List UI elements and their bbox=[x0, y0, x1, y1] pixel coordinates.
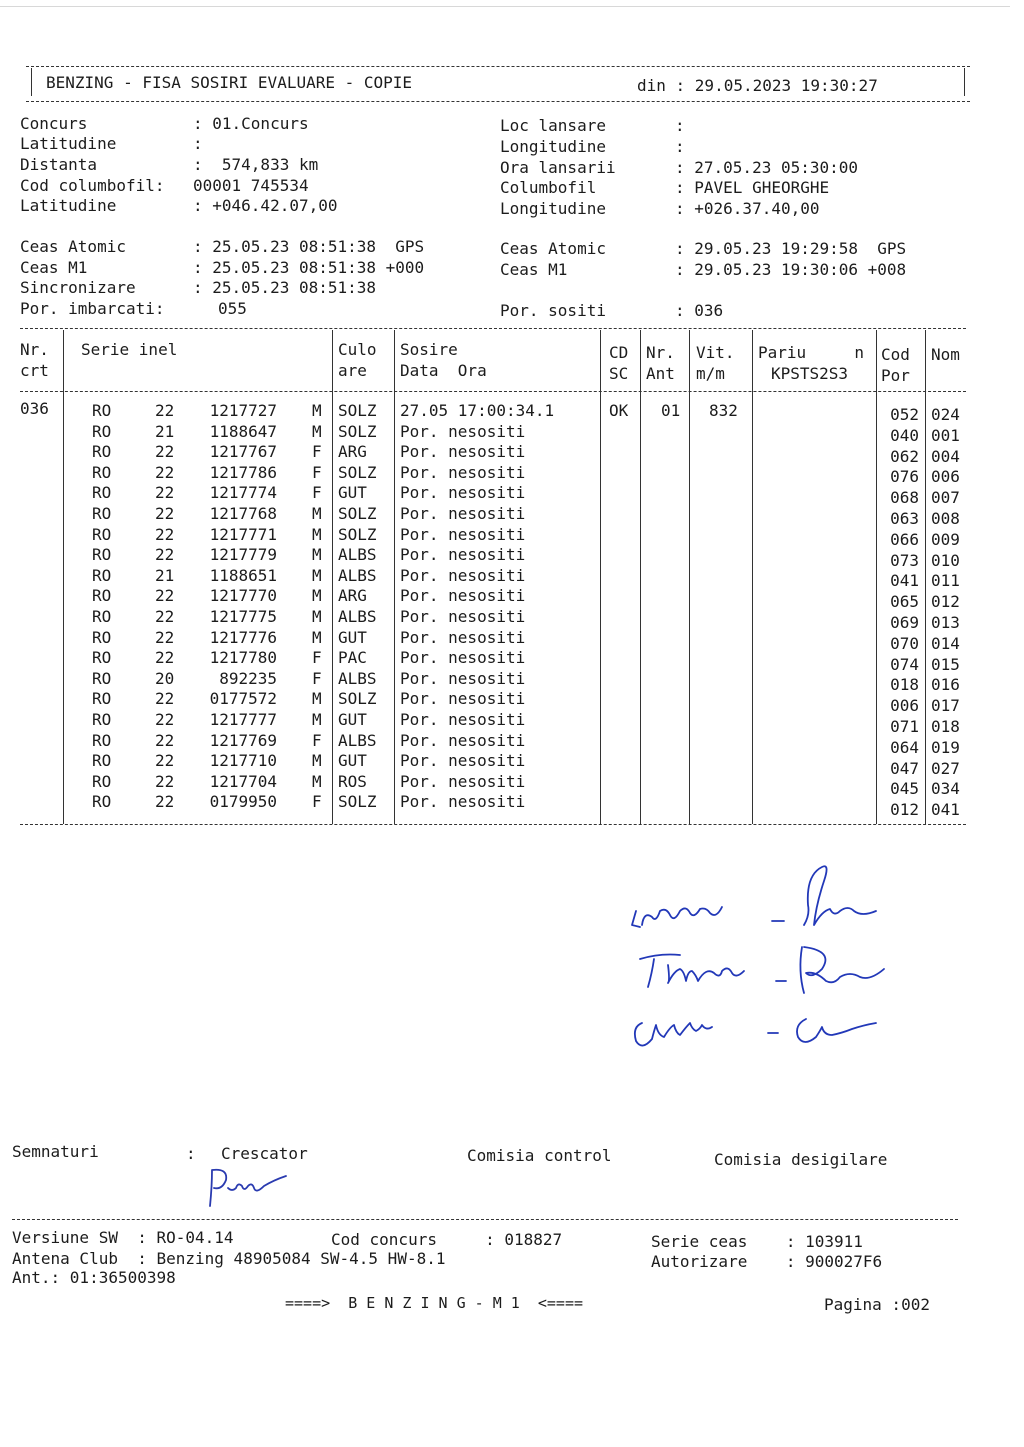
cell-nom: 041 bbox=[931, 800, 960, 820]
header-nr-crt: Nr. crt bbox=[20, 340, 49, 380]
cell-culoare: SOLZ bbox=[338, 689, 377, 709]
cell-tara: RO bbox=[92, 565, 112, 585]
footer-autorizare: Autorizare : 900027F6 bbox=[651, 1252, 883, 1271]
cell-cod: 073 bbox=[890, 550, 919, 570]
cell-sosire: Por. nesositi bbox=[400, 730, 526, 750]
cell-tara: RO bbox=[92, 462, 112, 482]
cell-culoare: SOLZ bbox=[338, 792, 377, 812]
info-label: Latitudine bbox=[20, 196, 117, 215]
info-value: : +046.42.07,00 bbox=[193, 196, 338, 215]
cell-cod: 074 bbox=[890, 654, 919, 674]
cell-tara: RO bbox=[92, 545, 112, 565]
nr-crt-value: 036 bbox=[20, 399, 49, 418]
cell-inel: 1217780 bbox=[209, 648, 277, 668]
col-separator bbox=[332, 330, 333, 824]
footer-brand: ====> B E N Z I N G - M 1 <==== bbox=[285, 1294, 584, 1312]
col-separator bbox=[925, 330, 926, 824]
header-top-rule bbox=[26, 66, 970, 67]
clock-label: Ceas M1 bbox=[20, 258, 88, 277]
cell-culoare: ALBS bbox=[338, 545, 377, 565]
cell-inel: 1217710 bbox=[209, 751, 277, 771]
scan-edge-line bbox=[0, 6, 1010, 7]
cell-inel: 1217777 bbox=[209, 710, 277, 729]
cell-sex: M bbox=[312, 524, 322, 544]
cell-cod: 040 bbox=[890, 425, 919, 445]
cell-tara: RO bbox=[92, 689, 112, 709]
cell-cod: 052 bbox=[890, 405, 919, 424]
col-separator bbox=[752, 330, 753, 824]
cell-an: 22 bbox=[155, 730, 175, 750]
header-serie-inel: Serie inel bbox=[81, 340, 178, 359]
cell-sex: F bbox=[312, 792, 322, 812]
cell-inel: 1217779 bbox=[209, 545, 277, 565]
cell-nom: 015 bbox=[931, 654, 960, 674]
cell-nom: 008 bbox=[931, 509, 960, 528]
col-separator bbox=[689, 330, 690, 824]
cell-cod: 047 bbox=[890, 758, 919, 778]
cell-sosire: Por. nesositi bbox=[400, 545, 526, 565]
table-bottom-rule bbox=[20, 824, 966, 825]
header-cod-por: Cod Por bbox=[881, 345, 910, 385]
cell-cod: 071 bbox=[890, 717, 919, 736]
cell-nom: 018 bbox=[931, 717, 960, 736]
cell-cod: 006 bbox=[890, 696, 919, 716]
col-separator bbox=[394, 330, 395, 824]
clock-value: : 29.05.23 19:30:06 +008 bbox=[675, 260, 907, 279]
cell-tara: RO bbox=[92, 524, 112, 544]
cell-sosire: Por. nesositi bbox=[400, 483, 526, 503]
cell-inel: 1217768 bbox=[209, 504, 277, 523]
cell-an: 22 bbox=[155, 627, 175, 647]
cell-vit: 832 bbox=[709, 401, 738, 420]
comisia-desigilare-label: Comisia desigilare bbox=[714, 1150, 888, 1169]
cell-tara: RO bbox=[92, 668, 112, 688]
cell-tara: RO bbox=[92, 627, 112, 647]
cell-an: 22 bbox=[155, 462, 175, 482]
clock-value: : 25.05.23 08:51:38 bbox=[193, 278, 377, 297]
cell-nom: 016 bbox=[931, 675, 960, 695]
cell-an: 22 bbox=[155, 545, 175, 565]
cell-an: 22 bbox=[155, 483, 175, 503]
cell-tara: RO bbox=[92, 648, 112, 668]
info-label: Columbofil bbox=[500, 178, 597, 197]
info-label: Longitudine bbox=[500, 137, 606, 156]
header-nom: Nom bbox=[931, 345, 960, 364]
cell-an: 22 bbox=[155, 710, 175, 729]
info-value: : +026.37.40,00 bbox=[675, 199, 820, 218]
clock-value: : 036 bbox=[675, 301, 724, 320]
cell-culoare: SOLZ bbox=[338, 421, 377, 441]
cell-an: 22 bbox=[155, 648, 175, 668]
cell-culoare: ALBS bbox=[338, 565, 377, 585]
info-value: : 27.05.23 05:30:00 bbox=[675, 158, 859, 177]
cell-an: 22 bbox=[155, 771, 175, 791]
cell-cod: 066 bbox=[890, 529, 919, 549]
cell-sex: M bbox=[312, 565, 322, 585]
header-cd-sc: CD SC bbox=[609, 343, 629, 383]
cell-ant: 01 bbox=[661, 401, 681, 420]
cell-nom: 027 bbox=[931, 758, 960, 778]
header-pariu: Pariu n KPSTS2S3 bbox=[758, 343, 864, 383]
cell-tara: RO bbox=[92, 442, 112, 462]
cell-sex: M bbox=[312, 504, 322, 523]
cell-sex: M bbox=[312, 545, 322, 565]
cell-tara: RO bbox=[92, 483, 112, 503]
cell-cod: 012 bbox=[890, 800, 919, 820]
col-separator bbox=[600, 330, 601, 824]
cell-cod: 018 bbox=[890, 675, 919, 695]
cell-culoare: ARG bbox=[338, 586, 367, 606]
cell-inel: 1217775 bbox=[209, 607, 277, 626]
cell-inel: 1217774 bbox=[209, 483, 277, 503]
header-bottom-rule bbox=[26, 101, 970, 102]
info-label: Concurs bbox=[20, 114, 88, 133]
clock-label: Ceas M1 bbox=[500, 260, 568, 279]
cell-cod: 062 bbox=[890, 446, 919, 466]
cell-an: 21 bbox=[155, 421, 175, 441]
info-label: Longitudine bbox=[500, 199, 606, 218]
footer-antena: Antena Club : Benzing 48905084 SW-4.5 HW-8.1 bbox=[12, 1249, 446, 1268]
cell-cod: 064 bbox=[890, 737, 919, 757]
cell-tara: RO bbox=[92, 421, 112, 441]
cell-culoare: SOLZ bbox=[338, 504, 377, 523]
cell-tara: RO bbox=[92, 401, 112, 420]
cell-sex: M bbox=[312, 689, 322, 709]
table-top-rule bbox=[20, 328, 966, 329]
info-label: Cod columbofil: bbox=[20, 176, 165, 195]
footer-cod-concurs: Cod concurs : 018827 bbox=[331, 1230, 563, 1249]
info-value: : bbox=[193, 134, 203, 153]
table-header-rule bbox=[20, 391, 966, 392]
cell-cdsc: OK bbox=[609, 401, 629, 420]
signature-gavriu bbox=[635, 1019, 876, 1046]
cell-sosire: Por. nesositi bbox=[400, 751, 526, 771]
cell-sosire: Por. nesositi bbox=[400, 442, 526, 462]
info-label: Loc lansare bbox=[500, 116, 606, 135]
cell-inel: 1217767 bbox=[209, 442, 277, 462]
footer-rule bbox=[12, 1219, 958, 1220]
cell-tara: RO bbox=[92, 586, 112, 606]
cell-tara: RO bbox=[92, 771, 112, 791]
cell-cod: 063 bbox=[890, 509, 919, 528]
cell-nom: 013 bbox=[931, 613, 960, 632]
cell-tara: RO bbox=[92, 751, 112, 771]
signature-moldanu bbox=[632, 866, 876, 927]
info-value: : PAVEL GHEORGHE bbox=[675, 178, 830, 197]
clock-label: Ceas Atomic bbox=[500, 239, 606, 258]
report-title: BENZING - FISA SOSIRI EVALUARE - COPIE bbox=[46, 73, 413, 92]
cell-nom: 017 bbox=[931, 696, 960, 716]
cell-nom: 004 bbox=[931, 446, 960, 466]
cell-culoare: SOLZ bbox=[338, 462, 377, 482]
cell-sex: M bbox=[312, 401, 322, 420]
cell-nom: 012 bbox=[931, 592, 960, 612]
cell-an: 22 bbox=[155, 586, 175, 606]
cell-sosire: 27.05 17:00:34.1 bbox=[400, 401, 555, 420]
cell-sex: F bbox=[312, 668, 322, 688]
cell-culoare: ALBS bbox=[338, 607, 377, 626]
cell-nom: 009 bbox=[931, 529, 960, 549]
cell-sex: F bbox=[312, 483, 322, 503]
cell-inel: 1217771 bbox=[209, 524, 277, 544]
header-viteza: Vit. m/m bbox=[696, 343, 735, 383]
cell-nom: 010 bbox=[931, 550, 960, 570]
cell-inel: 1217769 bbox=[209, 730, 277, 750]
clock-value: 055 bbox=[218, 299, 247, 318]
cell-sosire: Por. nesositi bbox=[400, 462, 526, 482]
cell-cod: 076 bbox=[890, 467, 919, 487]
cell-tara: RO bbox=[92, 504, 112, 523]
cell-nom: 014 bbox=[931, 633, 960, 653]
cell-cod: 070 bbox=[890, 633, 919, 653]
cell-sosire: Por. nesositi bbox=[400, 668, 526, 688]
cell-inel: 1217786 bbox=[209, 462, 277, 482]
cell-nom: 001 bbox=[931, 425, 960, 445]
crescator-signature bbox=[200, 1162, 300, 1212]
signatures-label: Semnaturi bbox=[12, 1142, 99, 1161]
info-value: 00001 745534 bbox=[193, 176, 309, 195]
clock-label: Por. imbarcati: bbox=[20, 299, 165, 318]
cell-nom: 011 bbox=[931, 571, 960, 591]
info-label: Distanta bbox=[20, 155, 98, 174]
cell-culoare: PAC bbox=[338, 648, 367, 668]
clock-value: : 25.05.23 08:51:38 GPS bbox=[193, 237, 425, 256]
cell-an: 22 bbox=[155, 504, 175, 523]
cell-an: 22 bbox=[155, 442, 175, 462]
cell-tara: RO bbox=[92, 730, 112, 750]
header-nr-ant: Nr. Ant bbox=[646, 343, 675, 383]
footer-ant: Ant.: 01:36500398 bbox=[12, 1268, 176, 1287]
cell-culoare: ARG bbox=[338, 442, 367, 462]
info-value: : 01.Concurs bbox=[193, 114, 309, 133]
cell-sosire: Por. nesositi bbox=[400, 689, 526, 709]
cell-culoare: SOLZ bbox=[338, 401, 377, 420]
signatures-colon: : bbox=[186, 1144, 196, 1163]
cell-cod: 065 bbox=[890, 592, 919, 612]
header-left-border bbox=[31, 68, 32, 96]
footer-pagina: Pagina :002 bbox=[824, 1295, 930, 1314]
cell-sosire: Por. nesositi bbox=[400, 421, 526, 441]
cell-nom: 007 bbox=[931, 488, 960, 508]
cell-culoare: GUT bbox=[338, 710, 367, 729]
cell-culoare: ROS bbox=[338, 771, 367, 791]
cell-sosire: Por. nesositi bbox=[400, 771, 526, 791]
header-right-border bbox=[964, 68, 965, 96]
cell-an: 22 bbox=[155, 689, 175, 709]
cell-inel: 1188651 bbox=[209, 565, 277, 585]
cell-culoare: SOLZ bbox=[338, 524, 377, 544]
cell-tara: RO bbox=[92, 792, 112, 812]
signature-trifan bbox=[640, 947, 884, 993]
cell-cod: 045 bbox=[890, 779, 919, 799]
cell-tara: RO bbox=[92, 607, 112, 626]
clock-value: : 29.05.23 19:29:58 GPS bbox=[675, 239, 907, 258]
cell-sex: F bbox=[312, 442, 322, 462]
footer-versiune: Versiune SW : RO-04.14 bbox=[12, 1228, 234, 1247]
cell-cod: 068 bbox=[890, 488, 919, 508]
clock-label: Ceas Atomic bbox=[20, 237, 126, 256]
cell-sosire: Por. nesositi bbox=[400, 648, 526, 668]
header-culoare: Culo are bbox=[338, 340, 377, 380]
cell-sosire: Por. nesositi bbox=[400, 792, 526, 812]
info-value: : bbox=[675, 137, 685, 156]
cell-sex: F bbox=[312, 730, 322, 750]
cell-culoare: GUT bbox=[338, 751, 367, 771]
crescator-label: Crescator bbox=[221, 1144, 308, 1163]
info-label: Latitudine bbox=[20, 134, 117, 153]
cell-inel: 1217776 bbox=[209, 627, 277, 647]
cell-inel: 0177572 bbox=[209, 689, 277, 709]
cell-culoare: GUT bbox=[338, 483, 367, 503]
comisia-control-label: Comisia control bbox=[467, 1146, 612, 1165]
cell-sosire: Por. nesositi bbox=[400, 504, 526, 523]
info-value: : 574,833 km bbox=[193, 155, 319, 174]
cell-sosire: Por. nesositi bbox=[400, 607, 526, 626]
cell-culoare: GUT bbox=[338, 627, 367, 647]
col-separator bbox=[63, 330, 64, 824]
col-separator bbox=[640, 330, 641, 824]
cell-culoare: ALBS bbox=[338, 730, 377, 750]
cell-inel: 1217727 bbox=[209, 401, 277, 420]
clock-label: Sincronizare bbox=[20, 278, 136, 297]
cell-inel: 1188647 bbox=[209, 421, 277, 441]
clock-value: : 25.05.23 08:51:38 +000 bbox=[193, 258, 425, 277]
header-sosire: Sosire Data Ora bbox=[400, 340, 487, 380]
cell-sex: M bbox=[312, 586, 322, 606]
cell-inel: 0179950 bbox=[209, 792, 277, 812]
cell-nom: 024 bbox=[931, 405, 960, 424]
cell-nom: 019 bbox=[931, 737, 960, 757]
info-value: : bbox=[675, 116, 685, 135]
report-date: din : 29.05.2023 19:30:27 bbox=[637, 76, 878, 95]
cell-tara: RO bbox=[92, 710, 112, 729]
cell-sex: M bbox=[312, 607, 322, 626]
cell-sex: F bbox=[312, 462, 322, 482]
info-label: Ora lansarii bbox=[500, 158, 616, 177]
cell-inel: 892235 bbox=[219, 668, 277, 688]
cell-an: 22 bbox=[155, 401, 175, 420]
footer-serie-ceas: Serie ceas : 103911 bbox=[651, 1232, 863, 1251]
cell-nom: 034 bbox=[931, 779, 960, 799]
cell-an: 20 bbox=[155, 668, 175, 688]
cell-sosire: Por. nesositi bbox=[400, 524, 526, 544]
cell-an: 21 bbox=[155, 565, 175, 585]
cell-sex: M bbox=[312, 751, 322, 771]
cell-an: 22 bbox=[155, 524, 175, 544]
cell-sex: M bbox=[312, 771, 322, 791]
cell-sex: F bbox=[312, 648, 322, 668]
cell-cod: 069 bbox=[890, 613, 919, 632]
cell-sex: M bbox=[312, 421, 322, 441]
cell-inel: 1217770 bbox=[209, 586, 277, 606]
cell-sosire: Por. nesositi bbox=[400, 565, 526, 585]
cell-culoare: ALBS bbox=[338, 668, 377, 688]
cell-sosire: Por. nesositi bbox=[400, 627, 526, 647]
commission-signatures bbox=[620, 855, 980, 1075]
cell-sex: M bbox=[312, 710, 322, 729]
cell-cod: 041 bbox=[890, 571, 919, 591]
cell-inel: 1217704 bbox=[209, 771, 277, 791]
clock-label: Por. sositi bbox=[500, 301, 606, 320]
cell-sosire: Por. nesositi bbox=[400, 710, 526, 729]
cell-sex: M bbox=[312, 627, 322, 647]
cell-an: 22 bbox=[155, 607, 175, 626]
cell-an: 22 bbox=[155, 751, 175, 771]
cell-sosire: Por. nesositi bbox=[400, 586, 526, 606]
cell-nom: 006 bbox=[931, 467, 960, 487]
cell-an: 22 bbox=[155, 792, 175, 812]
